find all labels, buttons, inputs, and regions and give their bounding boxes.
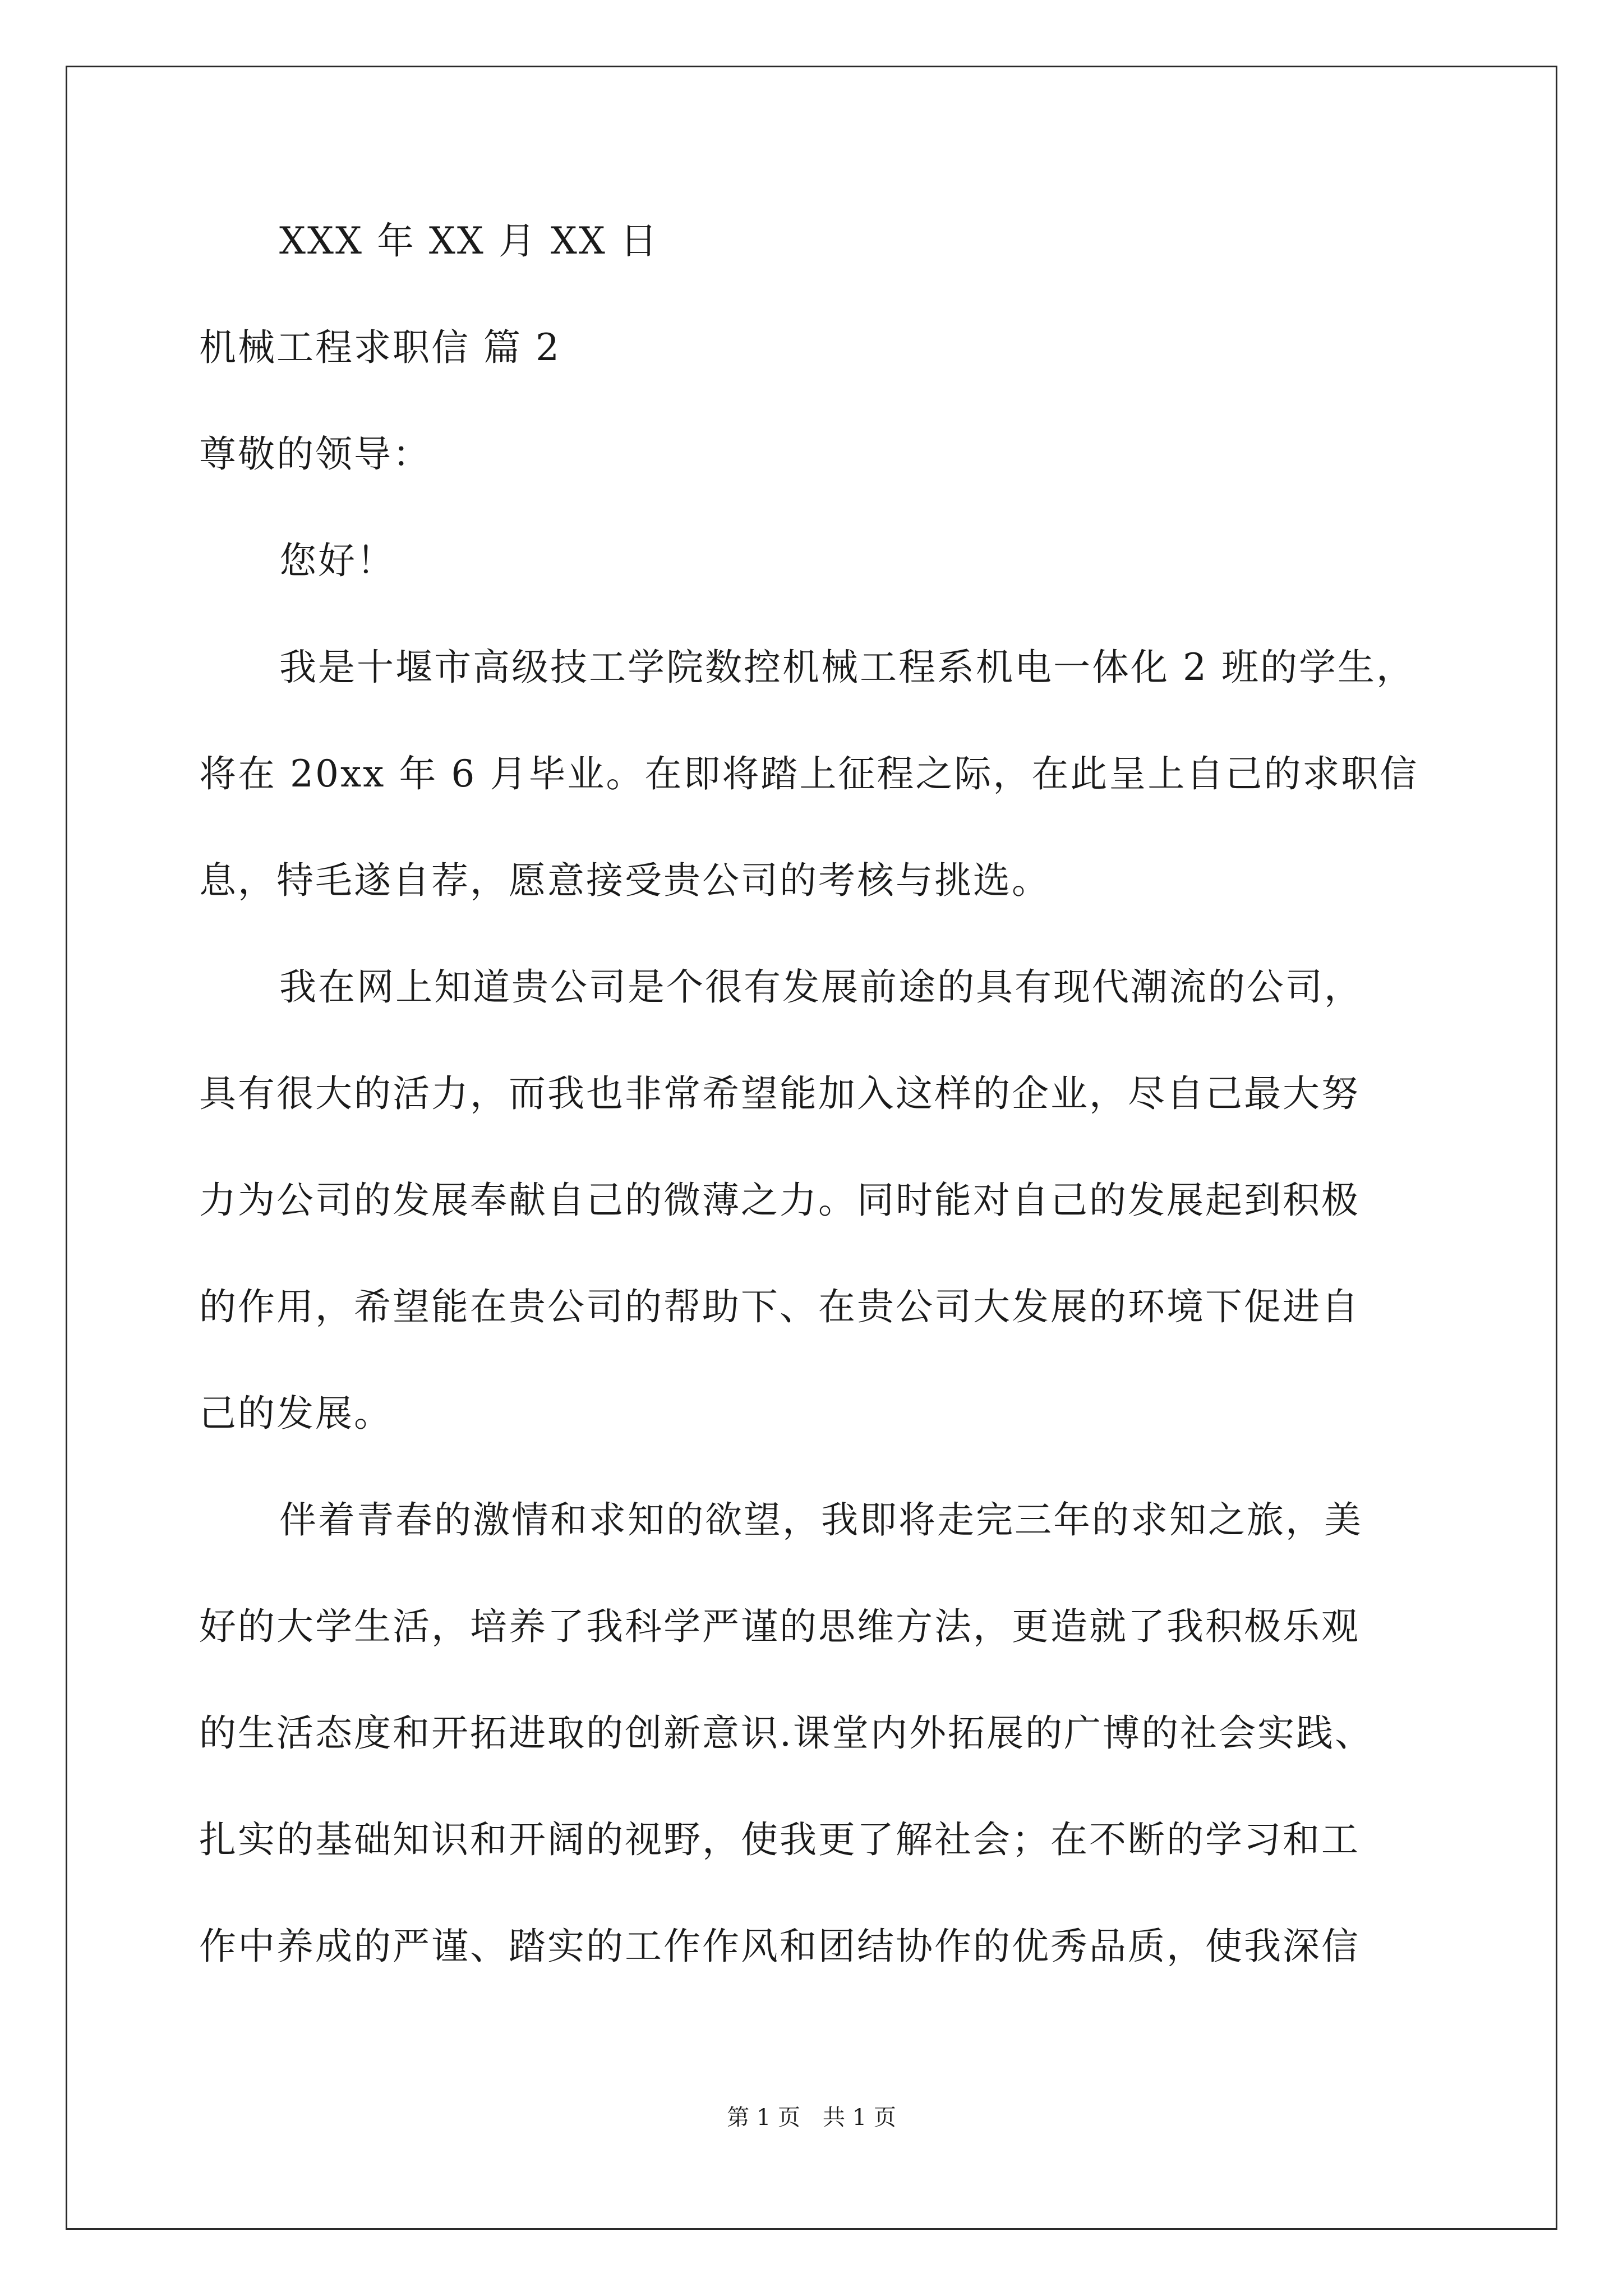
- paragraph-3-line-1: 伴着青春的激情和求知的欲望，我即将走完三年的求知之旅，美: [279, 1498, 1363, 1542]
- paragraph-2-line-2: 具有很大的活力，而我也非常希望能加入这样的企业，尽自己最大努: [199, 1072, 1360, 1115]
- section-title: 机械工程求职信 篇 2: [199, 326, 561, 369]
- paragraph-2-line-1: 我在网上知道贵公司是个很有发展前途的具有现代潮流的公司，: [279, 965, 1363, 1009]
- paragraph-1-line-1: 我是十堰市高级技工学院数控机械工程系机电一体化 2 班的学生，: [279, 646, 1415, 689]
- greeting: 您好！: [279, 539, 395, 582]
- paragraph-3-line-3: 的生活态度和开拓进取的创新意识.课堂内外拓展的广博的社会实践、: [199, 1711, 1373, 1755]
- paragraph-3-line-2: 好的大学生活，培养了我科学严谨的思维方法，更造就了我积极乐观: [199, 1605, 1360, 1648]
- page-footer: 第 1 页 共 1 页: [727, 2105, 896, 2131]
- paragraph-1-line-3: 息，特毛遂自荐，愿意接受贵公司的考核与挑选。: [199, 859, 1050, 902]
- paragraph-2-line-3: 力为公司的发展奉献自己的微薄之力。同时能对自己的发展起到积极: [199, 1179, 1360, 1222]
- paragraph-2-line-4: 的作用，希望能在贵公司的帮助下、在贵公司大发展的环境下促进自: [199, 1285, 1360, 1328]
- paragraph-2-line-5: 己的发展。: [199, 1392, 393, 1435]
- paragraph-1-line-2: 将在 20xx 年 6 月毕业。在即将踏上征程之际，在此呈上自己的求职信: [199, 752, 1419, 795]
- page-border: [66, 66, 1557, 2230]
- paragraph-3-line-5: 作中养成的严谨、踏实的工作作风和团结协作的优秀品质，使我深信: [199, 1925, 1360, 1968]
- salutation: 尊敬的领导：: [199, 432, 431, 476]
- paragraph-3-line-4: 扎实的基础知识和开阔的视野，使我更了解社会；在不断的学习和工: [199, 1818, 1360, 1861]
- date-line: XXX 年 XX 月 XX 日: [279, 219, 659, 263]
